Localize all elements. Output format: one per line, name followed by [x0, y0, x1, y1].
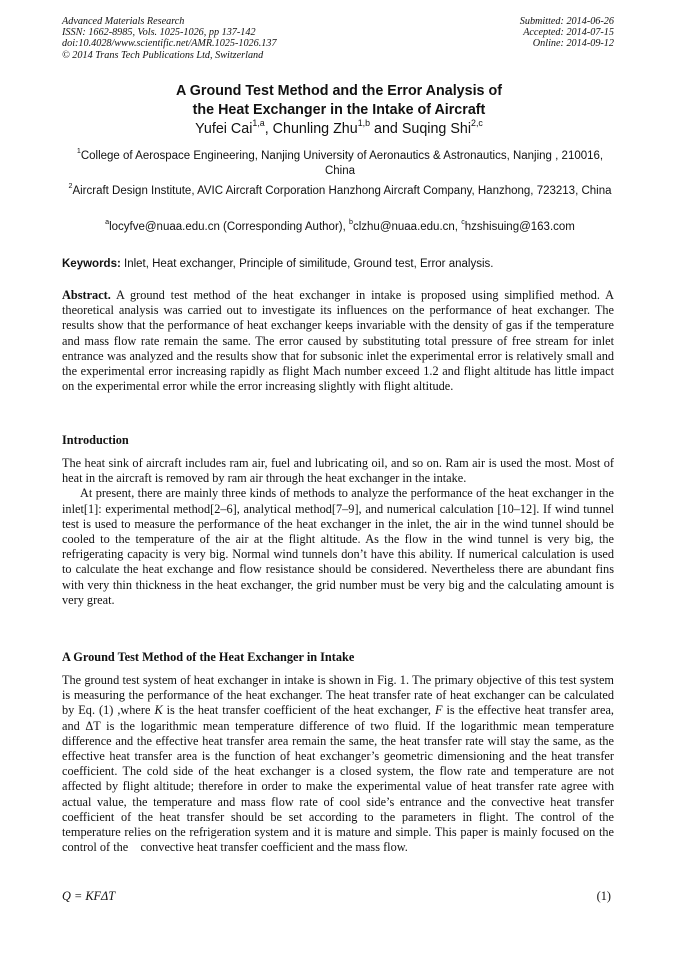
title-line-1: A Ground Test Method and the Error Analysis of	[176, 83, 502, 99]
author-name: Suqing Shi	[401, 121, 472, 137]
keywords-text: Inlet, Heat exchanger, Principle of similitude, Ground test, Error analysis.	[124, 258, 494, 270]
author-list	[0, 117, 678, 138]
abstract	[62, 288, 614, 394]
equation-1	[62, 889, 614, 904]
date-accepted: Accepted: 2014-07-15	[523, 27, 614, 39]
method-text: is the heat transfer coefficient of the heat exchanger,	[162, 703, 435, 718]
journal-name: Advanced Materials Research	[62, 16, 185, 27]
author-sep: and	[370, 121, 402, 137]
intro-paragraph-2: At present, there are mainly three kinds of methods to analyze the performance of the heat exchanger in the inlet[1]: experimental method[2–6], analytical method[7–9], and numerical calculation [10–12]. If wind tunnel test is used to measure the performance of the heat exchanger in the inlet, the air in the wind tunnel should be cooled to the temperature of the air at the flight altitude. As the flow in the wind tunnel is very big, the refrigerating capacity is very big. Normal wind tunnels don’t have this ability. If numerical calculation is used to calculate the heat exchange and flow resistance should be considered. Nevertheless there are abundant fins with very thin thickness in the heat exchanger, the grid number must be very big and the calculating amount is very great.	[62, 486, 614, 607]
equation-formula: Q = KFΔT	[62, 889, 116, 903]
method-text: is the logarithmic mean temperature difference of two fluid. If the logarithmic mean temperature difference and the effective heat transfer area remain the same, the heat transfer rate will stay the same, as the effective heat transfer area is the function of heat exchanger’s geometric dimensioning and the heat transfer coefficient. The cold side of the heat exchanger is a closed system, the flow rate and temperature are not affected by flight altitude; therefore in order to make the experimental value of heat transfer rate agree with actual value, the temperature and mass flow rate of cool side’s entrance and the convective heat transfer coefficient of the heat transfer should be set according to the parameters in flight. The control of the temperature relies on the refrigeration system and it is mature and simple. This paper is mainly focused on the control of the convective heat transfer coefficient and the mass flow.	[62, 718, 618, 855]
paper-title	[0, 82, 678, 120]
equation-number: (1)	[596, 889, 611, 903]
keywords	[62, 257, 622, 272]
email-b[interactable]: clzhu@nuaa.edu.cn,	[352, 221, 462, 233]
author-sup: 1,a	[252, 117, 265, 128]
author-name: Chunling Zhu	[272, 121, 358, 137]
journal-info	[62, 16, 382, 61]
email-sup: c	[461, 218, 465, 227]
symbol-f: F	[434, 703, 443, 718]
abstract-text: A ground test method of the heat exchanger in intake is proposed using simplified method. A theoretical analysis was carried out to investigate its influences on the performance of heat exchanger. The results show that the performance of heat exchanger keeps invariable with the density of gas if the temperature and mass flow rate remain the same. The error caused by substituting total pressure of free stream for inlet entrance was analyzed and the results show that for subsonic inlet the experimental error is relatively small and the experimental error increasing rapidly as flight Mach number exceed 1.2 and flight altitude has little impact on the experimental error while the error increasing slightly with flight altitude.	[62, 288, 614, 394]
email-a[interactable]: locyfve@nuaa.edu.cn (Corresponding Author),	[109, 221, 349, 233]
symbol-delta-t: ΔT	[85, 718, 101, 733]
email-c[interactable]: hzshisuing@163.com	[464, 221, 575, 233]
method-text: is the effective heat transfer area, and	[62, 703, 614, 733]
intro-paragraph-1: The heat sink of aircraft includes ram air, fuel and lubricating oil, and so on. Ram air is used the most. Most of heat in the aircraft is removed by ram air through the heat exchanger in the intake.	[62, 456, 614, 486]
introduction-body	[62, 456, 614, 608]
method-paragraph	[62, 673, 618, 855]
affiliation-sup: 1	[76, 147, 81, 156]
method-text: The ground test system of heat exchanger in intake is shown in Fig. 1. The primary objective of this test system is measuring the performance of the heat exchanger. The heat transfer rate of heat exchanger can be calculated by Eq. (1) ,where	[62, 673, 614, 718]
date-online: Online: 2014-09-12	[532, 38, 614, 50]
affiliation-2	[62, 184, 618, 199]
author-sup: 2,c	[471, 117, 483, 128]
date-submitted: Submitted: 2014-06-26	[519, 16, 614, 27]
submission-dates	[414, 16, 614, 50]
method-body	[62, 673, 618, 855]
journal-issn: ISSN: 1662-8985, Vols. 1025-1026, pp 137-142	[62, 27, 256, 39]
symbol-k: K	[154, 703, 163, 718]
affiliation-text: Aircraft Design Institute, AVIC Aircraft Corporation Hanzhong Aircraft Company, Hanzhong, 723213, China	[72, 185, 612, 197]
abstract-label: Abstract.	[62, 288, 111, 302]
author-emails	[62, 220, 618, 235]
author-sup: 1,b	[357, 117, 371, 128]
title-line-2: the Heat Exchanger in the Intake of Aircraft	[192, 102, 486, 118]
section-heading-introduction: Introduction	[62, 433, 129, 447]
author-name: Yufei Cai	[195, 121, 253, 137]
email-sup: b	[349, 218, 353, 227]
journal-copyright: © 2014 Trans Tech Publications Ltd, Switzerland	[62, 49, 264, 61]
affiliation-sup: 2	[68, 182, 73, 191]
email-sup: a	[105, 218, 110, 227]
section-heading-method: A Ground Test Method of the Heat Exchanger in Intake	[62, 650, 355, 664]
affiliation-text: College of Aerospace Engineering, Nanjing University of Aeronautics & Astronautics, Nanjing , 210016, China	[80, 150, 604, 177]
author-sep: ,	[264, 121, 273, 137]
affiliation-1	[62, 149, 618, 179]
journal-doi: doi:10.4028/www.scientific.net/AMR.1025-1026.137	[62, 38, 277, 50]
keywords-label: Keywords:	[62, 258, 121, 270]
